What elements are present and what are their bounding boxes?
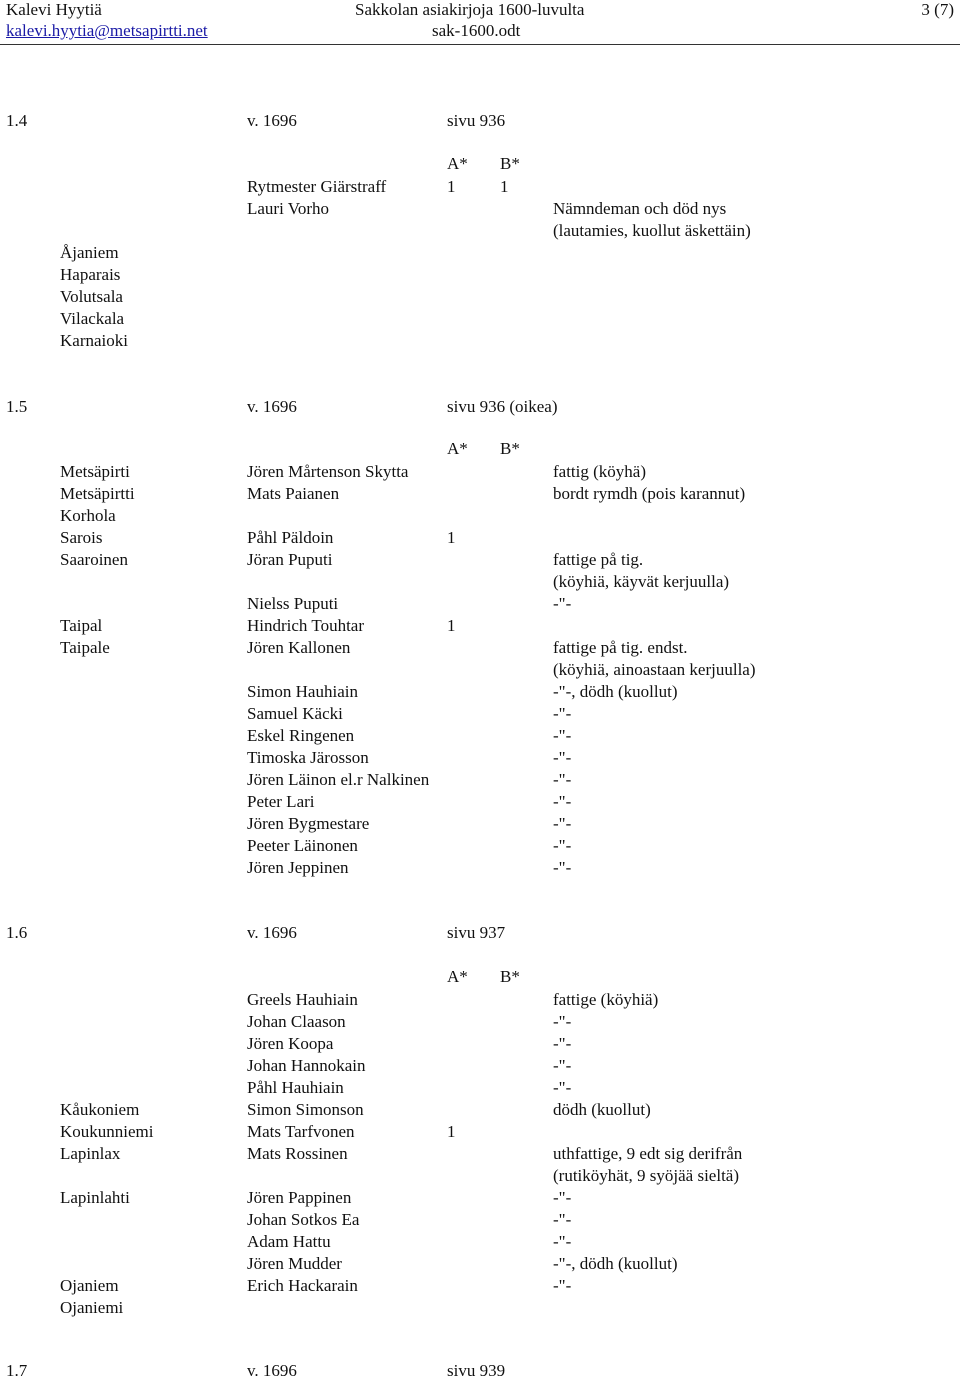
name-cell: Johan Sotkos Ea — [247, 1210, 360, 1229]
note-cell: dödh (kuollut) — [553, 1100, 651, 1119]
note-cell: -"- — [553, 1012, 572, 1031]
place-cell: Sarois — [60, 528, 103, 547]
name-cell: Påhl Hauhiain — [247, 1078, 344, 1097]
table-row — [0, 747, 960, 769]
place-cell: Kåukoniem — [60, 1100, 140, 1119]
note-cell: -"- — [553, 1188, 572, 1207]
name-cell: Johan Claason — [247, 1012, 346, 1031]
place-cell: Ojaniemi — [60, 1298, 124, 1317]
table-row — [0, 857, 960, 879]
table-row — [0, 308, 960, 330]
column-b-header: B* — [500, 439, 520, 458]
place-cell: Taipale — [60, 638, 110, 657]
section-number: 1.6 — [6, 923, 28, 942]
name-cell: Hindrich Touhtar — [247, 616, 364, 635]
table-row — [0, 1165, 960, 1187]
note-cell: -"- — [553, 858, 572, 877]
place-cell: Lapinlahti — [60, 1188, 130, 1207]
column-headers — [0, 153, 960, 175]
section-heading — [0, 922, 960, 944]
table-row — [0, 571, 960, 593]
column-a-header: A* — [447, 154, 468, 173]
name-cell: Mats Paianen — [247, 484, 340, 503]
table-row — [0, 242, 960, 264]
table-row — [0, 198, 960, 220]
table-row — [0, 527, 960, 549]
note-cell: -"- — [553, 814, 572, 833]
note-cell: fattige (köyhiä) — [553, 990, 659, 1009]
table-row — [0, 505, 960, 527]
col-b-cell: 1 — [500, 177, 509, 196]
note-cell: -"- — [553, 1210, 572, 1229]
note-cell: (köyhiä, käyvät kerjuulla) — [553, 572, 730, 591]
place-cell: Koukunniemi — [60, 1122, 154, 1141]
name-cell: Jören Bygmestare — [247, 814, 370, 833]
section-page-ref: sivu 939 — [447, 1361, 506, 1380]
note-cell: -"-, dödh (kuollut) — [553, 1254, 678, 1273]
table-row — [0, 703, 960, 725]
name-cell: Jören Mårtenson Skytta — [247, 462, 409, 481]
col-a-cell: 1 — [447, 528, 456, 547]
section-heading — [0, 1360, 960, 1382]
note-cell: -"- — [553, 726, 572, 745]
col-a-cell: 1 — [447, 616, 456, 635]
note-cell: -"- — [553, 594, 572, 613]
place-cell: Metsäpirti — [60, 462, 130, 481]
name-cell: Nielss Puputi — [247, 594, 339, 613]
note-cell: -"- — [553, 770, 572, 789]
table-row — [0, 1253, 960, 1275]
name-cell: Jören Kallonen — [247, 638, 351, 657]
table-row — [0, 637, 960, 659]
name-cell: Peeter Läinonen — [247, 836, 358, 855]
section-number: 1.5 — [6, 397, 28, 416]
name-cell: Simon Hauhiain — [247, 682, 358, 701]
note-cell: -"-, dödh (kuollut) — [553, 682, 678, 701]
section-year: v. 1696 — [247, 111, 297, 130]
name-cell: Rytmester Giärstraff — [247, 177, 387, 196]
name-cell: Jören Jeppinen — [247, 858, 349, 877]
table-row — [0, 835, 960, 857]
section-year: v. 1696 — [247, 923, 297, 942]
table-row — [0, 330, 960, 352]
name-cell: Jören Mudder — [247, 1254, 342, 1273]
header-author: Kalevi Hyytiä — [6, 0, 102, 19]
name-cell: Påhl Päldoin — [247, 528, 334, 547]
table-row — [0, 1077, 960, 1099]
name-cell: Jören Pappinen — [247, 1188, 352, 1207]
header-title: Sakkolan asiakirjoja 1600-luvulta — [355, 0, 585, 19]
table-row — [0, 1121, 960, 1143]
section-number: 1.7 — [6, 1361, 28, 1380]
col-a-cell: 1 — [447, 177, 456, 196]
note-cell: Nämndeman och död nys — [553, 199, 727, 218]
table-row — [0, 1187, 960, 1209]
note-cell: -"- — [553, 704, 572, 723]
table-row — [0, 1099, 960, 1121]
place-cell: Saaroinen — [60, 550, 128, 569]
note-cell: -"- — [553, 1034, 572, 1053]
note-cell: -"- — [553, 1276, 572, 1295]
name-cell: Simon Simonson — [247, 1100, 364, 1119]
table-row — [0, 1297, 960, 1319]
name-cell: Timoska Järosson — [247, 748, 369, 767]
note-cell: (rutiköyhät, 9 syöjää sieltä) — [553, 1166, 740, 1185]
header-page-number: 3 (7) — [921, 0, 954, 19]
note-cell: fattige på tig. endst. — [553, 638, 688, 657]
name-cell: Adam Hattu — [247, 1232, 331, 1251]
place-cell: Volutsala — [60, 287, 123, 306]
note-cell: fattig (köyhä) — [553, 462, 646, 481]
name-cell: Erich Hackarain — [247, 1276, 358, 1295]
table-row — [0, 1011, 960, 1033]
place-cell: Karnaioki — [60, 331, 128, 350]
header-email-link[interactable]: kalevi.hyytia@metsapirtti.net — [6, 21, 208, 40]
place-cell: Metsäpirtti — [60, 484, 135, 503]
table-row — [0, 176, 960, 198]
table-row — [0, 1143, 960, 1165]
table-row — [0, 220, 960, 242]
table-row — [0, 725, 960, 747]
name-cell: Mats Rossinen — [247, 1144, 348, 1163]
table-row — [0, 593, 960, 615]
note-cell: -"- — [553, 792, 572, 811]
name-cell: Mats Tarfvonen — [247, 1122, 355, 1141]
name-cell: Jören Läinon el.r Nalkinen — [247, 770, 430, 789]
table-row — [0, 615, 960, 637]
section-page-ref: sivu 937 — [447, 923, 506, 942]
table-row — [0, 483, 960, 505]
table-row — [0, 264, 960, 286]
name-cell: Jören Koopa — [247, 1034, 334, 1053]
name-cell: Peter Lari — [247, 792, 315, 811]
column-b-header: B* — [500, 154, 520, 173]
table-row — [0, 549, 960, 571]
note-cell: -"- — [553, 1078, 572, 1097]
place-cell: Taipal — [60, 616, 103, 635]
section-year: v. 1696 — [247, 1361, 297, 1380]
note-cell: -"- — [553, 1056, 572, 1075]
section-page-ref: sivu 936 (oikea) — [447, 397, 558, 416]
table-row — [0, 791, 960, 813]
name-cell: Johan Hannokain — [247, 1056, 366, 1075]
table-row — [0, 286, 960, 308]
table-row — [0, 1209, 960, 1231]
name-cell: Lauri Vorho — [247, 199, 330, 218]
column-a-header: A* — [447, 967, 468, 986]
table-row — [0, 813, 960, 835]
place-cell: Ojaniem — [60, 1276, 119, 1295]
section-heading — [0, 110, 960, 132]
place-cell: Haparais — [60, 265, 121, 284]
column-a-header: A* — [447, 439, 468, 458]
name-cell: Samuel Käcki — [247, 704, 343, 723]
note-cell: uthfattige, 9 edt sig derifrån — [553, 1144, 743, 1163]
col-a-cell: 1 — [447, 1122, 456, 1141]
column-b-header: B* — [500, 967, 520, 986]
page-header — [0, 0, 960, 45]
section-heading — [0, 396, 960, 418]
table-row — [0, 1275, 960, 1297]
note-cell: -"- — [553, 748, 572, 767]
header-filename: sak-1600.odt — [432, 21, 521, 40]
table-row — [0, 769, 960, 791]
table-row — [0, 989, 960, 1011]
section-number: 1.4 — [6, 111, 28, 130]
table-row — [0, 461, 960, 483]
place-cell: Vilackala — [60, 309, 125, 328]
note-cell: fattige på tig. — [553, 550, 644, 569]
section-year: v. 1696 — [247, 397, 297, 416]
name-cell: Eskel Ringenen — [247, 726, 355, 745]
column-headers — [0, 966, 960, 988]
note-cell: (lautamies, kuollut äskettäin) — [553, 221, 751, 240]
table-row — [0, 1055, 960, 1077]
place-cell: Åjaniem — [60, 243, 119, 262]
table-row — [0, 1033, 960, 1055]
note-cell: (köyhiä, ainoastaan kerjuulla) — [553, 660, 756, 679]
place-cell: Korhola — [60, 506, 116, 525]
table-row — [0, 1231, 960, 1253]
column-headers — [0, 438, 960, 460]
note-cell: -"- — [553, 1232, 572, 1251]
name-cell: Greels Hauhiain — [247, 990, 358, 1009]
note-cell: bordt rymdh (pois karannut) — [553, 484, 746, 503]
place-cell: Lapinlax — [60, 1144, 121, 1163]
note-cell: -"- — [553, 836, 572, 855]
section-page-ref: sivu 936 — [447, 111, 506, 130]
table-row — [0, 659, 960, 681]
name-cell: Jöran Puputi — [247, 550, 333, 569]
table-row — [0, 681, 960, 703]
